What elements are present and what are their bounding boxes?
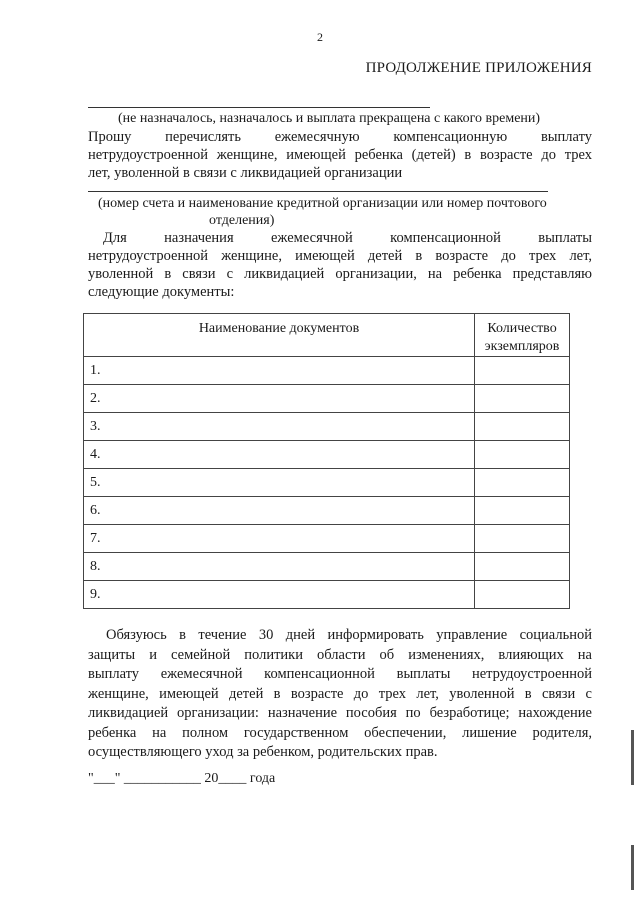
request-line: нетрудоустроенной женщине, имеющей ребенка (детей) в возрасте до трех [88, 147, 592, 163]
account-caption-line1: (номер счета и наименование кредитной организации или номер почтового [98, 196, 547, 211]
payment-status-caption: (не назначалось, назначалось и выплата прекращена с какого времени) [118, 111, 541, 126]
table-header-row [84, 314, 570, 357]
copies-count-cell[interactable] [475, 413, 570, 441]
copies-count-cell[interactable] [475, 525, 570, 553]
appendix-title: ПРОДОЛЖЕНИЕ ПРИЛОЖЕНИЯ [365, 60, 592, 76]
table-row [84, 581, 570, 609]
document-name-cell[interactable]: 3. [84, 413, 475, 441]
copies-count-cell[interactable] [475, 497, 570, 525]
obligation-line: осуществляющего уход за ребенком, родительских прав. [88, 744, 438, 760]
table-row [84, 441, 570, 469]
payment-status-blank-line [88, 107, 430, 108]
documents-intro-line: следующие документы: [88, 284, 235, 300]
copies-count-cell[interactable] [475, 441, 570, 469]
document-name-cell[interactable]: 5. [84, 469, 475, 497]
account-blank-line [88, 191, 548, 192]
document-name-cell[interactable]: 1. [84, 357, 475, 385]
copies-count-cell[interactable] [475, 581, 570, 609]
document-name-cell[interactable]: 6. [84, 497, 475, 525]
document-name-cell[interactable]: 4. [84, 441, 475, 469]
table-row [84, 413, 570, 441]
document-name-cell[interactable]: 8. [84, 553, 475, 581]
table-row [84, 553, 570, 581]
obligation-paragraph [88, 626, 592, 763]
obligation-line: выплату ежемесячной компенсационной выплаты нетрудоустроенной [88, 666, 592, 682]
document-name-cell[interactable]: 9. [84, 581, 475, 609]
page-number: 2 [317, 30, 323, 44]
scan-edge-mark [631, 730, 634, 785]
obligation-line: ребенка на полном государственном обеспечении, лишение родителя, [88, 724, 592, 741]
document-name-cell[interactable]: 2. [84, 385, 475, 413]
date-line: "___" ___________ 20____ года [88, 771, 276, 786]
obligation-line: Обязуюсь в течение 30 дней информировать управление социальной [106, 627, 592, 643]
header-document-name: Наименование документов [84, 314, 475, 357]
obligation-line: защиты и семейной политики области об изменениях, влияющих на [88, 646, 592, 663]
table-row [84, 497, 570, 525]
obligation-line: женщине, имеющей детей в возрасте до трех лет, уволенной в связи с [88, 685, 592, 702]
header-copies-count [475, 314, 570, 357]
header-copies-line2: экземпляров [484, 339, 560, 354]
copies-count-cell[interactable] [475, 553, 570, 581]
documents-intro-line: Для назначения ежемесячной компенсационной выплаты [103, 230, 592, 246]
table-row [84, 469, 570, 497]
document-name-cell[interactable]: 7. [84, 525, 475, 553]
documents-intro-paragraph [88, 229, 592, 301]
copies-count-cell[interactable] [475, 385, 570, 413]
table-row [84, 525, 570, 553]
copies-count-cell[interactable] [475, 469, 570, 497]
request-line: лет, уволенной в связи с ликвидацией организации [88, 165, 403, 181]
account-caption-line2: отделения) [209, 213, 275, 228]
obligation-line: ликвидацией организации: назначение пособия по безработице; нахождение [88, 705, 592, 721]
request-paragraph [88, 128, 592, 182]
scan-edge-mark [631, 845, 634, 890]
documents-intro-line: нетрудоустроенной женщине, имеющей детей в возрасте до трех лет, [88, 248, 592, 264]
request-line: Прошу перечислять ежемесячную компенсационную выплату [88, 129, 592, 145]
table-row [84, 385, 570, 413]
table-row [84, 357, 570, 385]
documents-intro-line: уволенной в связи с ликвидацией организации, на ребенка представляю [88, 266, 592, 282]
header-copies-line1: Количество [487, 321, 557, 336]
documents-table [83, 313, 570, 609]
copies-count-cell[interactable] [475, 357, 570, 385]
